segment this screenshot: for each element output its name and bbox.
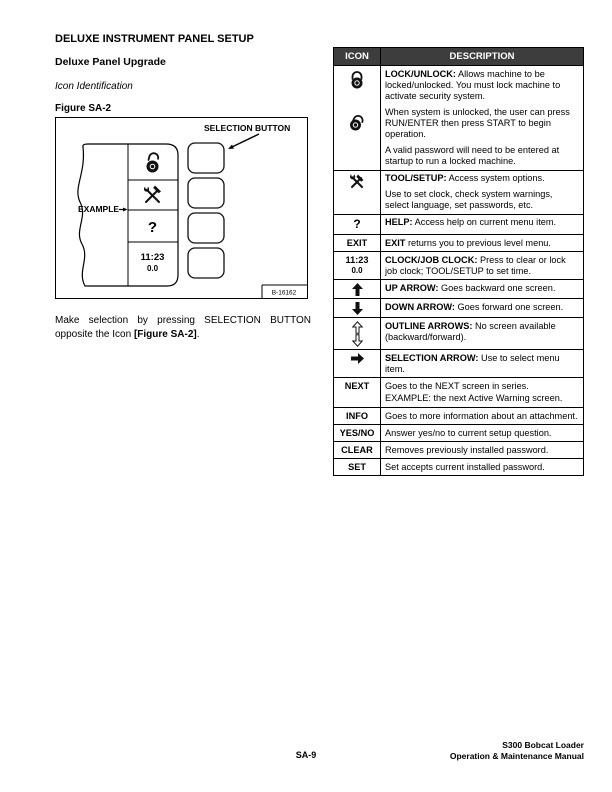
description-cell [381, 280, 584, 299]
document-title [450, 740, 584, 763]
description-paragraph: Set accepts current installed password. [385, 461, 545, 472]
icon-column-header: ICON [334, 48, 381, 66]
clock-time: 11:23 [345, 254, 369, 265]
description-cell [381, 235, 584, 252]
page-number: SA-9 [295, 750, 317, 760]
icon-cell [334, 318, 381, 350]
arrow-down-outline-icon [338, 334, 376, 347]
arrow-up-filled-icon [352, 284, 363, 294]
body-paragraph [55, 314, 311, 341]
description-paragraph: SELECTION ARROW: Use to select menu item. [385, 352, 560, 374]
description-cell [381, 442, 584, 459]
drawing-number: B-16162 [271, 289, 297, 297]
description-cell [381, 66, 584, 170]
table-row-yesno [334, 425, 584, 442]
tools-icon [349, 176, 365, 186]
description-paragraph: HELP: Access help on current menu item. [385, 217, 557, 228]
help-icon-text: ? [334, 214, 381, 234]
padlock-unlocked-icon [338, 113, 376, 131]
table-row-next [334, 378, 584, 408]
table-header-row [334, 48, 584, 66]
description-cell [381, 214, 584, 234]
arrow-down-filled-icon [352, 303, 363, 313]
description-cell [381, 350, 584, 378]
icon-cell [334, 280, 381, 299]
description-paragraph: Use to set clock, check system warnings, select language, set passwords, etc. [385, 189, 553, 211]
description-paragraph: A valid password will need to be entered at startup to run a locked machine. [385, 145, 560, 167]
description-paragraph: LOCK/UNLOCK: Allows machine to be locked/unlocked. You must lock machine to activate security system. [385, 68, 561, 101]
table-row-tools [334, 170, 584, 214]
table-row-exit [334, 235, 584, 252]
exit-icon-text: EXIT [334, 235, 381, 252]
table-row-outline-arrows [334, 318, 584, 350]
description-cell [381, 318, 584, 350]
page-title: DELUXE INSTRUMENT PANEL SETUP [55, 33, 254, 45]
padlock-icon [147, 152, 160, 172]
icon-description-table [333, 47, 584, 476]
description-paragraph: Goes to the NEXT screen in series. [385, 380, 529, 391]
padlock-locked-icon [338, 71, 376, 89]
body-text: Make selection by pressing SELECTION BUTTON opposite the Icon [55, 315, 311, 340]
section-heading: Deluxe Panel Upgrade [55, 56, 166, 68]
description-cell [381, 170, 584, 214]
description-paragraph: Removes previously installed password. [385, 444, 549, 455]
description-paragraph: OUTLINE ARROWS: No screen available (backward/forward). [385, 320, 556, 342]
subsection-title: Icon Identification [55, 81, 133, 92]
document-title-line1: S300 Bobcat Loader [502, 740, 584, 750]
arrow-right-filled-icon [351, 353, 364, 363]
arrow-up-outline-icon [338, 321, 376, 334]
description-cell [381, 408, 584, 425]
table-row-selection-arrow [334, 350, 584, 378]
job-clock-value: 0.0 [351, 265, 363, 275]
selection-button-3 [188, 213, 224, 243]
icon-cell [334, 170, 381, 214]
description-paragraph: EXIT returns you to previous level menu. [385, 237, 551, 248]
description-cell [381, 425, 584, 442]
description-cell [381, 378, 584, 408]
table-row-down-arrow [334, 299, 584, 318]
selection-button-2 [188, 178, 224, 208]
document-title-line2: Operation & Maintenance Manual [449, 751, 584, 762]
description-paragraph: Answer yes/no to current setup question. [385, 427, 552, 438]
description-column-header: DESCRIPTION [381, 48, 584, 66]
table-row-help [334, 214, 584, 234]
icon-cell [334, 66, 381, 170]
description-paragraph: EXAMPLE: the next Active Warning screen. [385, 392, 563, 403]
clear-icon-text: CLEAR [334, 442, 381, 459]
set-icon-text: SET [334, 459, 381, 476]
clock-job-text: 0.0 [146, 264, 159, 273]
description-paragraph: TOOL/SETUP: Access system options. [385, 173, 545, 184]
table-row-lock [334, 66, 584, 170]
description-paragraph: DOWN ARROW: Goes forward one screen. [385, 301, 564, 312]
table-row-clock [334, 252, 584, 280]
selection-button-4 [188, 248, 224, 278]
body-figure-ref: [Figure SA-2] [133, 328, 197, 340]
selection-button-label: SELECTION BUTTON [204, 123, 291, 133]
description-paragraph: UP ARROW: Goes backward one screen. [385, 282, 556, 293]
description-cell [381, 299, 584, 318]
description-paragraph: When system is unlocked, the user can press RUN/ENTER then press START to begin operation. [385, 106, 570, 140]
yesno-icon-text: YES/NO [334, 425, 381, 442]
next-icon-text: NEXT [334, 378, 381, 408]
drawing-number-box [262, 285, 307, 298]
table-row-set [334, 459, 584, 476]
figure-drawing [56, 118, 307, 298]
description-paragraph: CLOCK/JOB CLOCK: Press to clear or lock job clock; TOOL/SETUP to set time. [385, 254, 566, 276]
description-paragraph: Goes to more information about an attachment. [385, 410, 578, 421]
description-cell [381, 459, 584, 476]
example-arrow [119, 208, 128, 212]
icon-cell [334, 350, 381, 378]
pointer-arrow [228, 134, 259, 149]
table-row-up-arrow [334, 280, 584, 299]
selection-buttons [188, 143, 224, 278]
table-row-info [334, 408, 584, 425]
figure-caption: Figure SA-2 [55, 103, 112, 114]
clock-icon-text [334, 252, 381, 280]
selection-button-1 [188, 143, 224, 173]
clock-time-text: 11:23 [140, 252, 165, 263]
figure-sa2 [55, 117, 308, 299]
table-row-clear [334, 442, 584, 459]
info-icon-text: INFO [334, 408, 381, 425]
example-label: EXAMPLE [78, 204, 120, 214]
description-cell [381, 252, 584, 280]
body-text-end: . [196, 328, 200, 340]
icon-cell [334, 299, 381, 318]
help-icon: ? [147, 219, 158, 236]
tools-icon [144, 186, 161, 203]
